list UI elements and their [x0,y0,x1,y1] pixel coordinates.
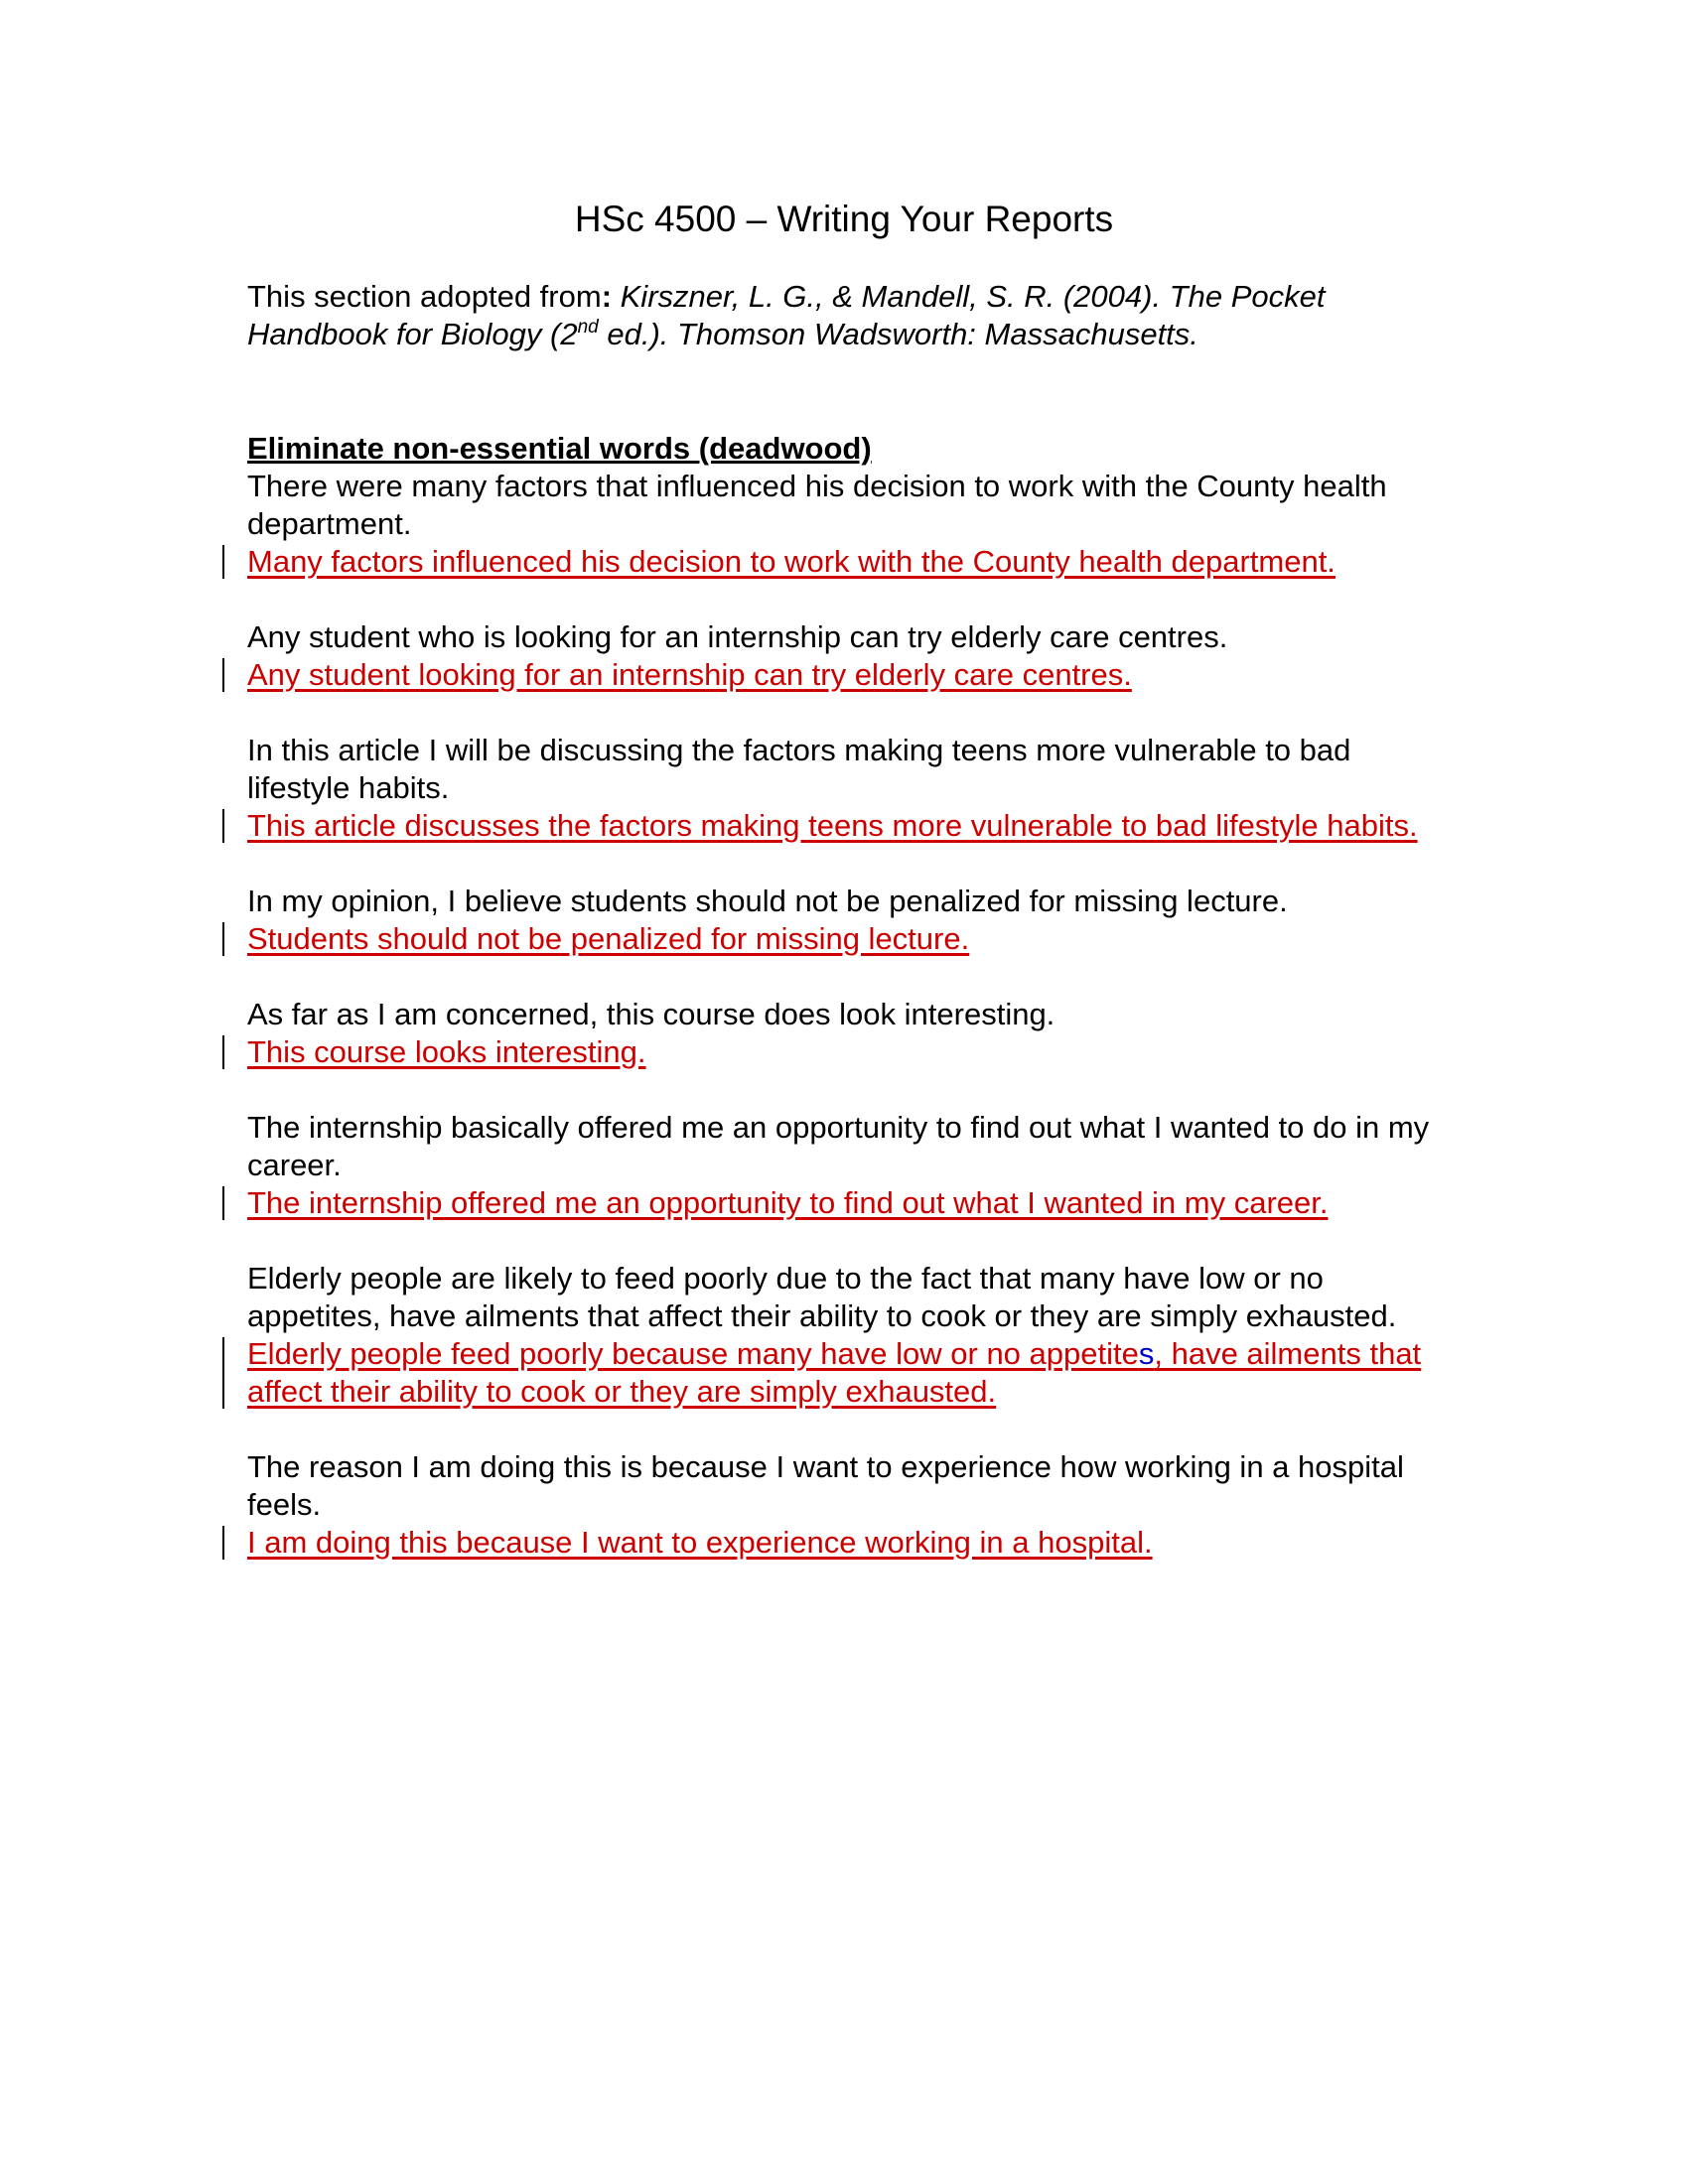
original-sentence: In this article I will be discussing the factors making teens more vulnerable to bad lifestyle habits. [247,733,1351,805]
revised-sentence [247,1184,1459,1222]
original-sentence: The reason I am doing this is because I want to experience how working in a hospital feels. [247,1449,1404,1522]
section-heading: Eliminate non-essential words (deadwood) [247,431,872,466]
source-colon: : [601,279,613,314]
change-bar [222,922,224,956]
change-bar [222,658,224,692]
document-body [247,430,1459,1599]
original-sentence: In my opinion, I believe students should not be penalized for missing lecture. [247,884,1288,918]
revised-text: Students should not be penalized for missing lecture. [247,921,970,956]
revised-text: The internship offered me an opportunity to find out what I wanted in my career. [247,1185,1329,1220]
change-bar [222,1526,224,1560]
change-bar [222,1035,224,1069]
source-citation [247,278,1459,353]
change-bar [222,809,224,843]
revised-text: This course looks interesting. [247,1034,646,1069]
example-2 [247,618,1459,694]
example-3 [247,732,1459,845]
revised-text: Any student looking for an internship can try elderly care centres. [247,657,1132,692]
revised-sentence [247,807,1459,845]
example-7 [247,1260,1459,1411]
revised-text-highlight: s [1138,1336,1155,1371]
original-sentence: Elderly people are likely to feed poorly due to the fact that many have low or no appetites, have ailments that affect their ability to cook or they are simply exhausted. [247,1261,1397,1333]
revised-text: This article discusses the factors making teens more vulnerable to bad lifestyle habits. [247,808,1418,843]
page-title: HSc 4500 – Writing Your Reports [574,199,1114,239]
citation-after-superscript: ed.). Thomson Wadsworth: Massachusetts. [598,317,1198,351]
revised-sentence [247,1524,1459,1562]
revised-text-part-2: , have ailments that affect their ability to cook or they are simply exhausted. [247,1336,1422,1409]
revised-sentence [247,1335,1459,1411]
change-bar [222,1186,224,1220]
citation-before-superscript: Kirszner, L. G., & Mandell, S. R. (2004). The Pocket Handbook for Biology (2 [247,279,1326,351]
revised-sentence [247,920,1459,958]
example-5 [247,996,1459,1071]
revised-sentence [247,656,1459,694]
example-4 [247,883,1459,958]
revised-text-part-1: Elderly people feed poorly because many have low or no appetite [247,1336,1139,1371]
original-sentence: The internship basically offered me an opportunity to find out what I wanted to do in my career. [247,1110,1430,1182]
change-bar [222,545,224,579]
revised-sentence [247,543,1459,581]
example-6 [247,1109,1459,1222]
revised-text: I am doing this because I want to experience working in a hospital. [247,1525,1153,1560]
change-bar [222,1337,224,1409]
original-sentence: As far as I am concerned, this course does look interesting. [247,997,1055,1031]
revised-sentence [247,1033,1459,1071]
revised-text: Many factors influenced his decision to work with the County health department. [247,544,1336,579]
original-sentence: There were many factors that influenced his decision to work with the County health department. [247,469,1387,541]
source-lead: This section adopted from [247,279,602,314]
example-1 [247,468,1459,581]
edition-superscript: nd [577,317,599,338]
example-8 [247,1448,1459,1562]
original-sentence: Any student who is looking for an internship can try elderly care centres. [247,619,1228,654]
